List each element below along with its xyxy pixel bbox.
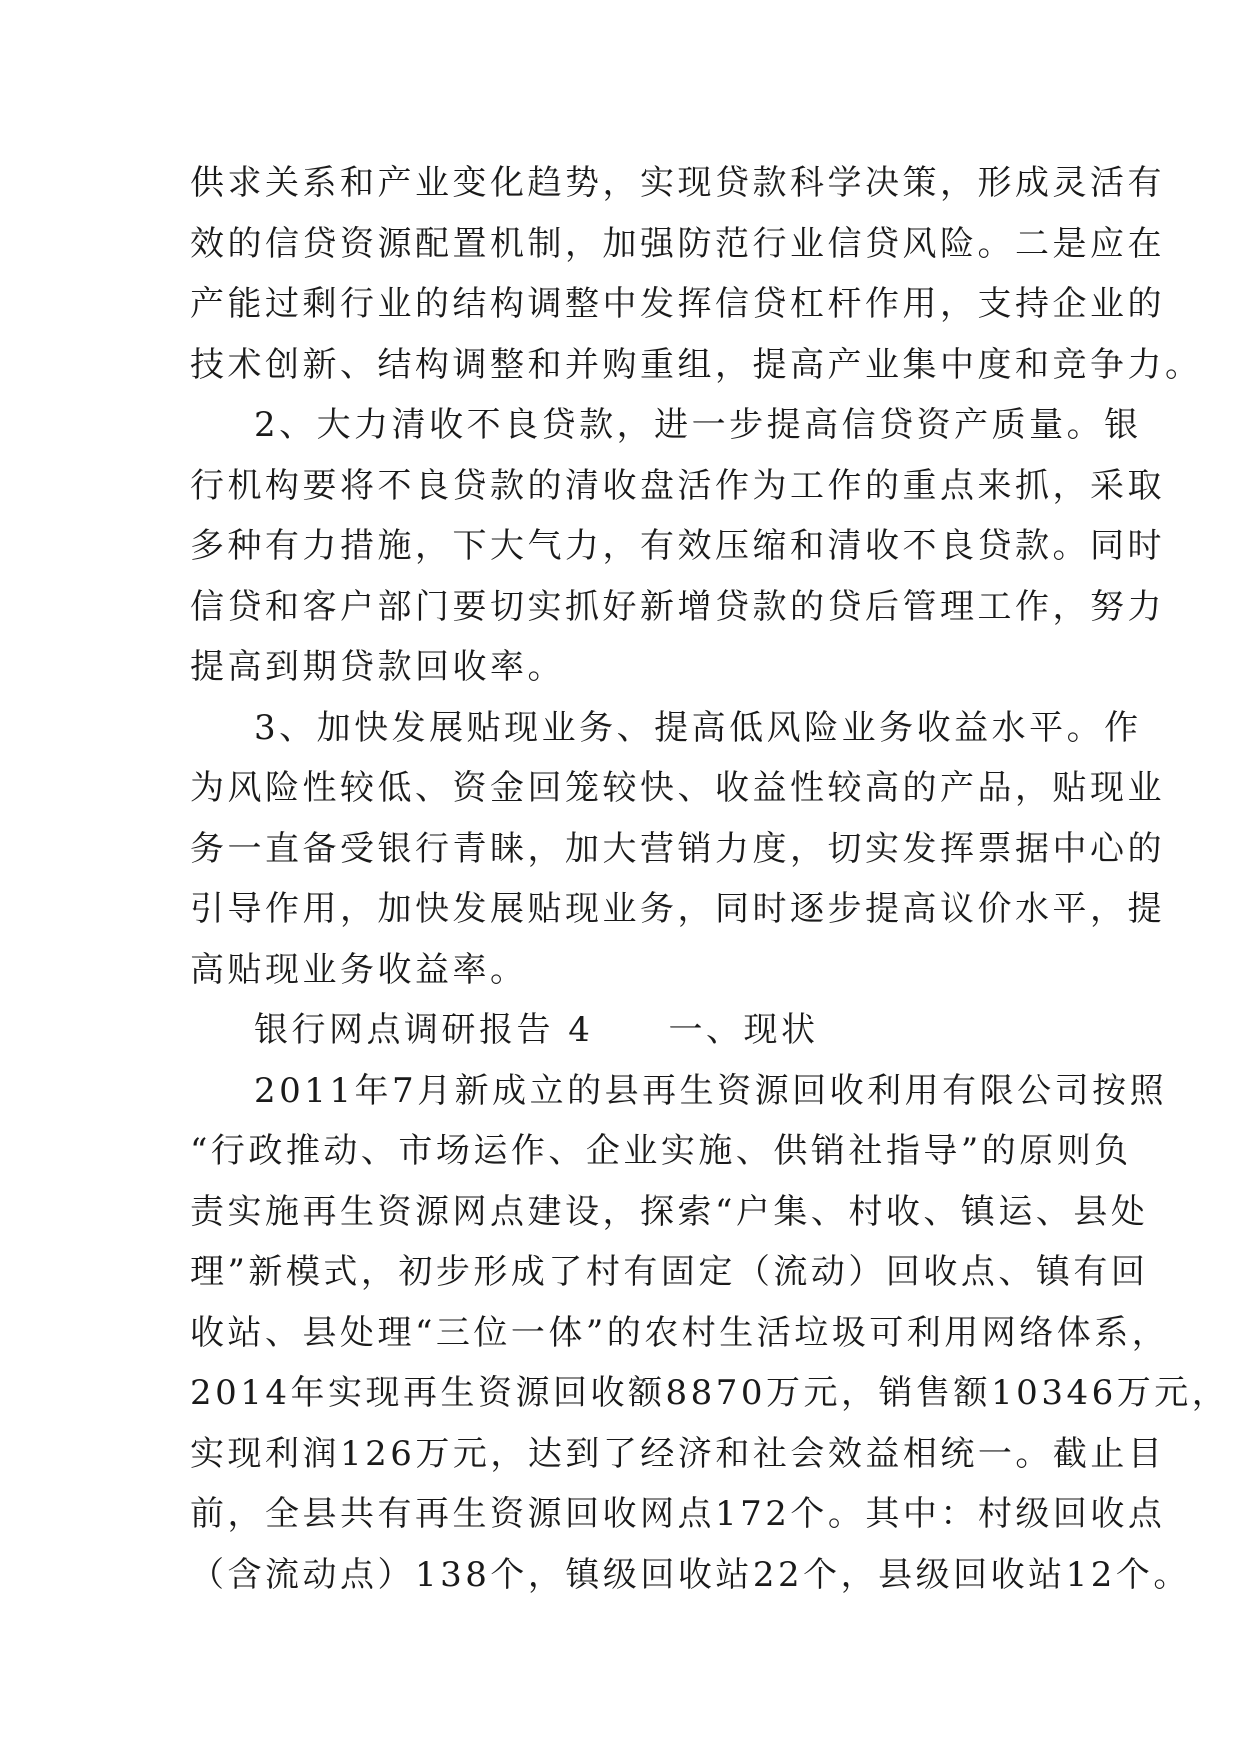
text-line: 引导作用，加快发展贴现业务，同时逐步提高议价水平，提 bbox=[190, 889, 1165, 929]
text-line: 实现利润126万元，达到了经济和社会效益相统一。截止目 bbox=[190, 1433, 1166, 1474]
text-line: 高贴现业务收益率。 bbox=[190, 949, 528, 990]
paragraph-start-line: 2、大力清收不良贷款，进一步提高信贷资产质量。银 bbox=[254, 405, 1142, 445]
paragraph-start-line: 3、加快发展贴现业务、提高低风险业务收益水平。作 bbox=[254, 707, 1142, 748]
text-line: （含流动点）138个，镇级回收站22个，县级回收站12个。 bbox=[190, 1554, 1191, 1595]
section-heading-line: 银行网点调研报告 4 一、现状 bbox=[254, 1010, 819, 1050]
text-line: 理”新模式，初步形成了村有固定（流动）回收点、镇有回 bbox=[190, 1252, 1149, 1292]
text-line: 提高到期贷款回收率。 bbox=[190, 647, 565, 687]
text-line: 收站、县处理“三位一体”的农村生活垃圾可利用网络体系， bbox=[190, 1312, 1170, 1353]
text-line: 2014年实现再生资源回收额8870万元，销售额10346万元， bbox=[190, 1373, 1230, 1413]
text-line: 多种有力措施，下大气力，有效压缩和清收不良贷款。同时 bbox=[190, 526, 1165, 566]
text-line: 行机构要将不良贷款的清收盘活作为工作的重点来抓，采取 bbox=[190, 465, 1165, 506]
text-line: 责实施再生资源网点建设，探索“户集、村收、镇运、县处 bbox=[190, 1191, 1149, 1232]
text-line: 为风险性较低、资金回笼较快、收益性较高的产品，贴现业 bbox=[190, 768, 1165, 808]
text-line: 信贷和客户部门要切实抓好新增贷款的贷后管理工作，努力 bbox=[190, 586, 1165, 627]
text-line: “行政推动、市场运作、企业实施、供销社指导”的原则负 bbox=[190, 1131, 1132, 1171]
text-line: 前，全县共有再生资源回收网点172个。其中：村级回收点 bbox=[190, 1494, 1166, 1534]
text-line: 供求关系和产业变化趋势，实现贷款科学决策，形成灵活有 bbox=[190, 163, 1165, 203]
text-line: 产能过剩行业的结构调整中发挥信贷杠杆作用，支持企业的 bbox=[190, 284, 1165, 324]
paragraph-start-line: 2011年7月新成立的县再生资源回收利用有限公司按照 bbox=[254, 1070, 1168, 1111]
text-line: 效的信贷资源配置机制，加强防范行业信贷风险。二是应在 bbox=[190, 223, 1165, 264]
text-line: 技术创新、结构调整和并购重组，提高产业集中度和竞争力。 bbox=[190, 344, 1203, 385]
document-body bbox=[190, 153, 1230, 1605]
text-line: 务一直备受银行青睐，加大营销力度，切实发挥票据中心的 bbox=[190, 828, 1165, 869]
